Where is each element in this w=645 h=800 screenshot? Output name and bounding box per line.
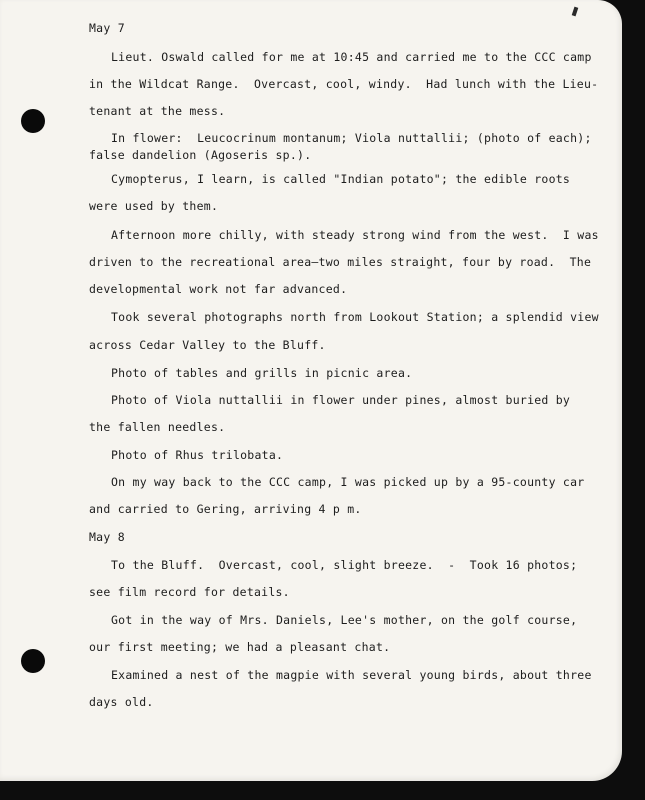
entry-line: Examined a nest of the magpie with several young birds, about three xyxy=(111,668,592,682)
entry-line: Photo of Viola nuttallii in flower under pines, almost buried by xyxy=(111,393,571,407)
corner-mark xyxy=(572,7,579,17)
entry-line: in the Wildcat Range. Overcast, cool, windy. Had lunch with the Lieu- xyxy=(89,77,599,91)
entry-line: On my way back to the CCC camp, I was picked up by a 95-county car xyxy=(111,475,585,489)
entry-line: driven to the recreational area—two miles straight, four by road. The xyxy=(89,255,592,269)
entry-line: Lieut. Oswald called for me at 10:45 and carried me to the CCC camp xyxy=(111,50,592,64)
entry-line: our first meeting; we had a pleasant chat. xyxy=(89,640,391,654)
entry-line: Afternoon more chilly, with steady strong wind from the west. I was xyxy=(111,228,599,242)
entry-line: the fallen needles. xyxy=(89,420,226,434)
punch-hole-bottom xyxy=(21,649,45,673)
entry-line: Photo of tables and grills in picnic area. xyxy=(111,366,413,380)
entry-line: across Cedar Valley to the Bluff. xyxy=(89,338,326,352)
entry-line: tenant at the mess. xyxy=(89,104,226,118)
entry-line: and carried to Gering, arriving 4 p m. xyxy=(89,502,362,516)
entry-line: see film record for details. xyxy=(89,585,290,599)
entry-date-may-8: May 8 xyxy=(89,530,125,544)
entry-line: developmental work not far advanced. xyxy=(89,282,348,296)
entry-line: Cymopterus, I learn, is called "Indian potato"; the edible roots xyxy=(111,172,571,186)
entry-line: To the Bluff. Overcast, cool, slight breeze. - Took 16 photos; xyxy=(111,558,578,572)
entry-line: Photo of Rhus trilobata. xyxy=(111,448,284,462)
entry-line: In flower: Leucocrinum montanum; Viola nuttallii; (photo of each); xyxy=(111,131,592,145)
entry-line: Got in the way of Mrs. Daniels, Lee's mother, on the golf course, xyxy=(111,613,578,627)
entry-line: were used by them. xyxy=(89,199,219,213)
entry-date-may-7: May 7 xyxy=(89,21,125,35)
entry-line: days old. xyxy=(89,695,154,709)
entry-line: Took several photographs north from Lookout Station; a splendid view xyxy=(111,310,599,324)
entry-line: false dandelion (Agoseris sp.). xyxy=(89,148,312,162)
punch-hole-top xyxy=(21,109,45,133)
